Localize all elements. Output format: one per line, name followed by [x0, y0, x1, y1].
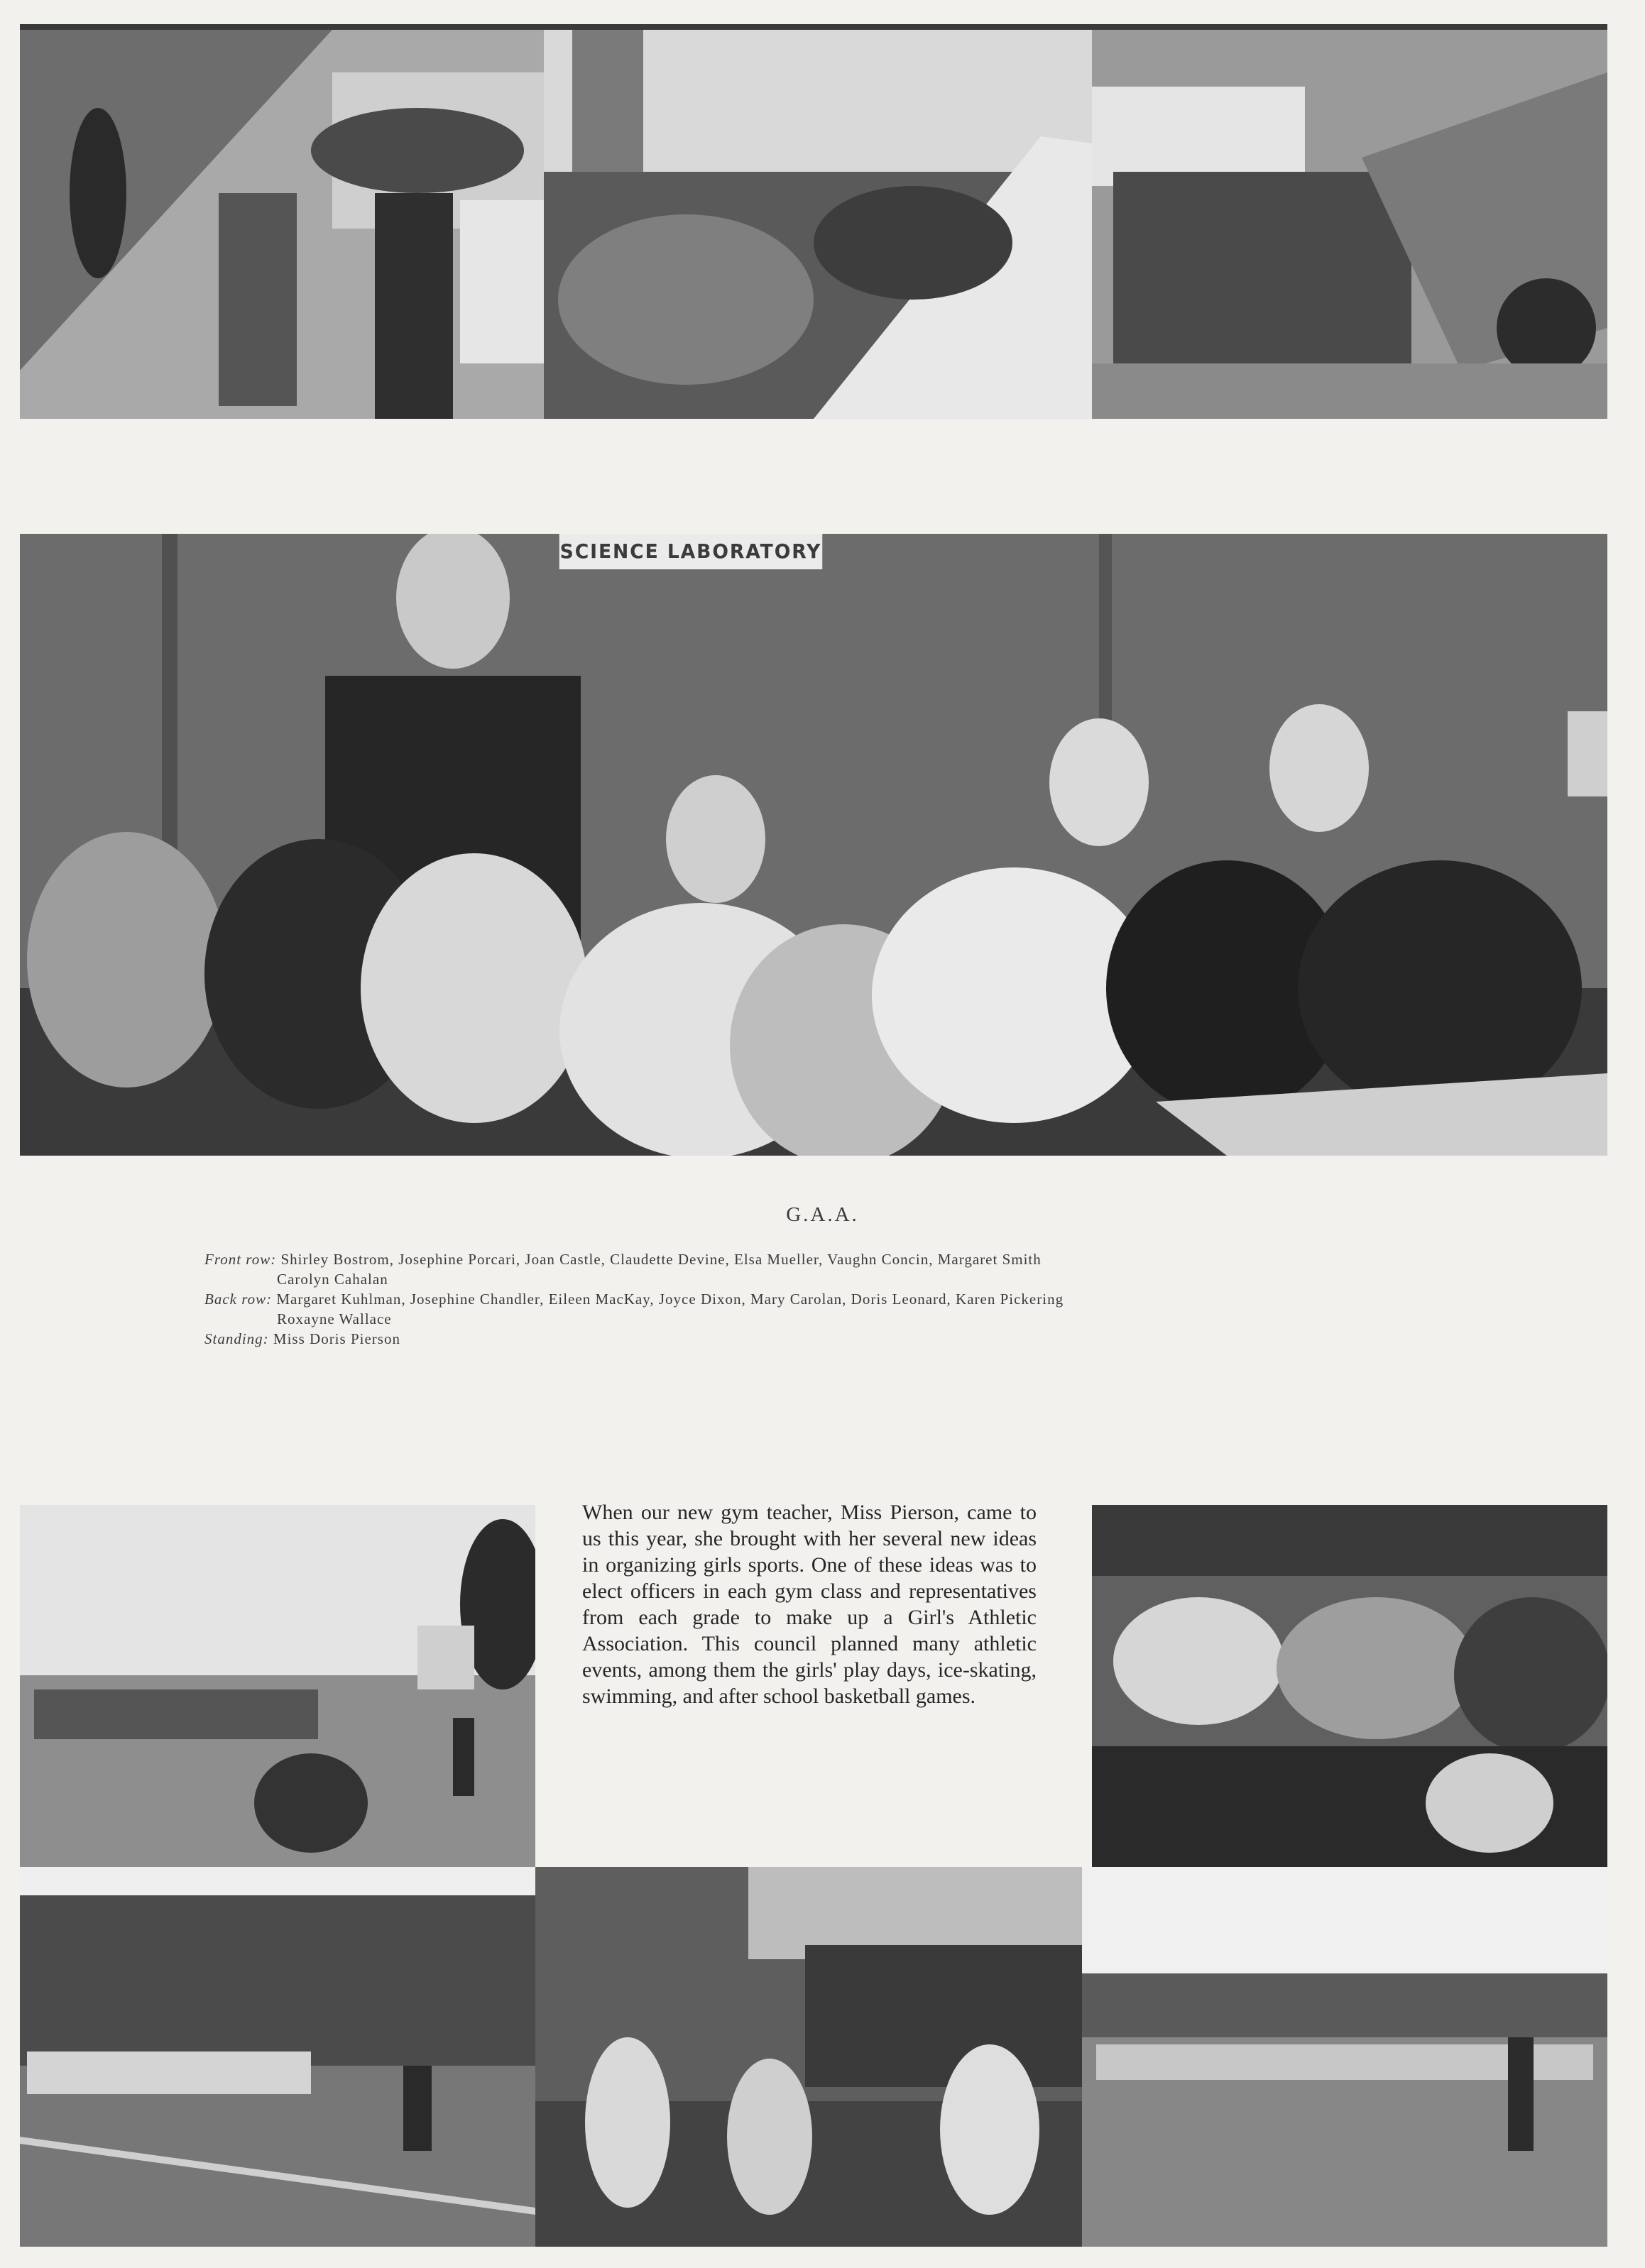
photo-gaa-council-group — [20, 534, 1607, 1156]
back-row-names: Margaret Kuhlman, Josephine Chandler, Eileen MacKay, Joyce Dixon, Mary Carolan, Doris Leonard, Karen Pickering — [276, 1291, 1064, 1308]
group-photo-sign: SCIENCE LABORATORY — [559, 534, 823, 569]
caption-names — [204, 1249, 1504, 1349]
back-row-line — [204, 1289, 1504, 1329]
back-row-label: Back row: — [204, 1291, 273, 1308]
back-row-continuation: Roxayne Wallace — [277, 1310, 392, 1327]
photo-gym-class-group — [1092, 1505, 1607, 1867]
photo-field-exercise — [1082, 1867, 1607, 2247]
front-row-label: Front row: — [204, 1251, 277, 1268]
photo-field-games — [20, 1505, 535, 1867]
photo-gymnasium-exercise — [535, 1867, 1082, 2247]
photo-wheelbarrow-truck — [1092, 30, 1607, 419]
photo-banquet-tables — [544, 30, 1092, 419]
photo-field-day-crowd — [20, 1867, 535, 2247]
standing-names: Miss Doris Pierson — [273, 1330, 400, 1347]
front-row-names: Shirley Bostrom, Josephine Porcari, Joan Castle, Claudette Devine, Elsa Mueller, Vaughn Concin, Margaret Smith — [280, 1251, 1042, 1268]
standing-label: Standing: — [204, 1330, 269, 1347]
gaa-description: When our new gym teacher, Miss Pierson, came to us this year, she brought with her several new ideas in organizing girls sports. One of these ideas was to elect officers in each gym class and representatives from each grade to make up a Girl's Athletic Association. This council planned many athletic events, among them the girls' play days, ice-skating, swimming, and after school basketball games. — [582, 1501, 1037, 1708]
caption-title: G.A.A. — [786, 1203, 859, 1226]
top-border-line — [20, 24, 1607, 30]
photo-swimming-and-field-day — [20, 30, 544, 419]
front-row-continuation: Carolyn Cahalan — [277, 1271, 388, 1288]
standing-line — [204, 1329, 1504, 1349]
front-row-line — [204, 1249, 1504, 1289]
